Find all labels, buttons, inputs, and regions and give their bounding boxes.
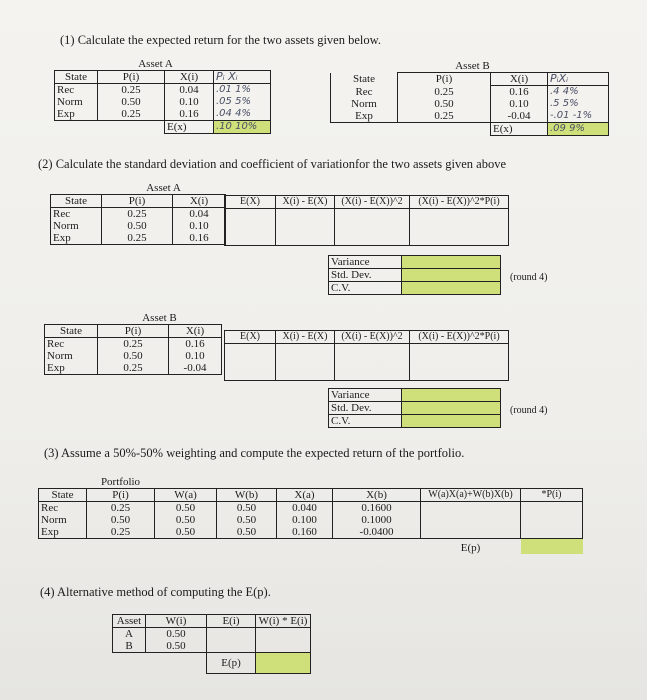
hand-px: .04 4% <box>214 108 271 121</box>
row-x: 0.16 <box>169 338 222 351</box>
row-xa: 0.100 <box>277 514 333 526</box>
col-dev-sq-p: (X(i) - E(X))^2*P(i) <box>410 331 509 344</box>
std-dev-answer[interactable] <box>402 402 501 415</box>
q2-title: (2) Calculate the standard deviation and coefficient of variationfor the two assets given above <box>38 157 507 171</box>
hand-ex-total: .09 9% <box>548 123 609 136</box>
input-cell[interactable] <box>410 356 509 368</box>
row-state: Rec <box>45 338 98 351</box>
row-x: 0.10 <box>491 98 548 110</box>
hand-px: .4 4% <box>548 86 609 99</box>
hand-px: .01 1% <box>214 84 271 97</box>
asset-a-label: Asset A <box>98 58 214 71</box>
asset-a-label: Asset A <box>146 182 181 194</box>
q3-title: (3) Assume a 50%-50% weighting and compute the expected return of the portfolio. <box>44 446 465 460</box>
row-wa: 0.50 <box>155 526 217 539</box>
q2-asset-b-stats <box>328 388 501 428</box>
row-xb: -0.0400 <box>333 526 421 539</box>
input-cell[interactable] <box>225 356 276 368</box>
col-dev-sq-p: (X(i) - E(X))^2*P(i) <box>410 196 509 209</box>
row-xb: 0.1000 <box>333 514 421 526</box>
q1-asset-a-table <box>54 58 271 134</box>
row-p: 0.50 <box>102 220 173 232</box>
ep-label: E(p) <box>207 653 256 674</box>
row-state: Rec <box>51 208 102 221</box>
row-x: 0.10 <box>165 96 214 108</box>
row-p: 0.50 <box>98 350 169 362</box>
row-state: Rec <box>39 502 87 515</box>
row-state: Exp <box>331 110 398 123</box>
input-cell[interactable] <box>276 233 335 246</box>
q2-asset-a-calc-grid <box>224 195 509 246</box>
input-cell[interactable] <box>276 209 335 222</box>
col-ex: E(X) <box>225 331 276 344</box>
input-cell[interactable] <box>225 368 276 381</box>
row-p: 0.25 <box>98 362 169 375</box>
input-cell[interactable] <box>410 233 509 246</box>
stat-std-dev: Std. Dev. <box>329 269 402 282</box>
input-cell[interactable] <box>521 526 583 539</box>
input-cell[interactable] <box>207 640 256 653</box>
row-p: 0.25 <box>102 208 173 221</box>
hand-px: .05 5% <box>214 96 271 108</box>
row-state: Exp <box>39 526 87 539</box>
input-cell[interactable] <box>421 502 521 515</box>
ex-label: E(x) <box>165 121 214 134</box>
stat-cv: C.V. <box>329 282 402 295</box>
header-p: P(i) <box>102 195 173 208</box>
row-xa: 0.040 <box>277 502 333 515</box>
input-cell[interactable] <box>276 368 335 381</box>
row-x: -0.04 <box>169 362 222 375</box>
row-p: 0.25 <box>98 338 169 351</box>
cv-answer[interactable] <box>402 415 501 428</box>
ep-answer[interactable] <box>256 653 311 674</box>
row-state: Rec <box>55 84 98 97</box>
q2-asset-a-table <box>50 182 226 245</box>
input-cell[interactable] <box>225 221 276 233</box>
cv-answer[interactable] <box>402 282 501 295</box>
row-w: 0.50 <box>146 640 207 653</box>
input-cell[interactable] <box>410 344 509 357</box>
input-cell[interactable] <box>225 209 276 222</box>
header-x: X(i) <box>491 73 548 86</box>
hand-header-px: Pᵢ Xᵢ <box>214 71 271 84</box>
asset-b-label: Asset B <box>398 60 548 73</box>
header-state: State <box>51 195 102 208</box>
header-xa: X(a) <box>277 489 333 502</box>
input-cell[interactable] <box>276 344 335 357</box>
input-cell[interactable] <box>410 221 509 233</box>
row-p: 0.50 <box>98 96 165 108</box>
input-cell[interactable] <box>335 368 410 381</box>
input-cell[interactable] <box>335 221 410 233</box>
row-state: Exp <box>51 232 102 245</box>
stat-variance: Variance <box>329 389 402 402</box>
input-cell[interactable] <box>225 344 276 357</box>
row-p: 0.50 <box>87 514 155 526</box>
ep-label: E(p) <box>460 542 481 554</box>
row-w: 0.50 <box>146 628 207 641</box>
row-wb: 0.50 <box>217 502 277 515</box>
row-p: 0.25 <box>398 110 491 123</box>
header-x: X(i) <box>173 195 226 208</box>
row-state: Norm <box>45 350 98 362</box>
input-cell[interactable] <box>256 628 311 641</box>
q1-title: (1) Calculate the expected return for the two assets given below. <box>60 33 381 47</box>
q2-asset-a-stats <box>328 255 501 295</box>
input-cell[interactable] <box>276 356 335 368</box>
variance-answer[interactable] <box>402 389 501 402</box>
row-x: 0.16 <box>165 108 214 121</box>
input-cell[interactable] <box>335 233 410 246</box>
portfolio-label: Portfolio <box>100 476 141 488</box>
col-dev-sq: (X(i) - E(X))^2 <box>335 331 410 344</box>
q1-asset-b-table <box>330 60 609 136</box>
header-wb: W(b) <box>217 489 277 502</box>
input-cell[interactable] <box>207 628 256 641</box>
ep-answer[interactable] <box>521 539 583 555</box>
row-p: 0.25 <box>87 502 155 515</box>
input-cell[interactable] <box>410 368 509 381</box>
row-asset: B <box>113 640 146 653</box>
input-cell[interactable] <box>256 640 311 653</box>
header-we: W(i) * E(i) <box>256 615 311 628</box>
col-dev: X(i) - E(X) <box>276 196 335 209</box>
row-x: 0.16 <box>491 86 548 99</box>
ex-label: E(x) <box>491 123 548 136</box>
input-cell[interactable] <box>410 209 509 222</box>
header-state: State <box>331 73 398 86</box>
input-cell[interactable] <box>335 356 410 368</box>
header-xb: X(b) <box>333 489 421 502</box>
row-state: Norm <box>55 96 98 108</box>
header-state: State <box>55 71 98 84</box>
header-state: State <box>39 489 87 502</box>
q2-asset-b-calc-grid <box>224 330 509 381</box>
row-state: Norm <box>331 98 398 110</box>
row-x: 0.04 <box>165 84 214 97</box>
header-p: P(i) <box>98 71 165 84</box>
row-p: 0.50 <box>398 98 491 110</box>
stat-cv: C.V. <box>329 415 402 428</box>
input-cell[interactable] <box>421 514 521 526</box>
stat-variance: Variance <box>329 256 402 269</box>
row-p: 0.25 <box>98 108 165 121</box>
row-x: 0.16 <box>173 232 226 245</box>
q4-alt-table <box>112 614 311 674</box>
header-p: P(i) <box>98 325 169 338</box>
input-cell[interactable] <box>335 209 410 222</box>
q4-title: (4) Alternative method of computing the E(p). <box>40 585 271 599</box>
row-wb: 0.50 <box>217 526 277 539</box>
row-p: 0.25 <box>398 86 491 99</box>
header-e: E(i) <box>207 615 256 628</box>
hand-px: -.01 -1% <box>548 110 609 123</box>
header-times-p: *P(i) <box>521 489 583 502</box>
row-state: Exp <box>55 108 98 121</box>
hand-ex-total: .10 10% <box>214 121 271 134</box>
q3-portfolio-table <box>38 476 583 554</box>
row-x: 0.10 <box>173 220 226 232</box>
row-state: Norm <box>39 514 87 526</box>
input-cell[interactable] <box>276 221 335 233</box>
row-asset: A <box>113 628 146 641</box>
row-state: Exp <box>45 362 98 375</box>
row-xa: 0.160 <box>277 526 333 539</box>
row-state: Rec <box>331 86 398 99</box>
asset-b-label: Asset B <box>142 312 177 324</box>
row-x: -0.04 <box>491 110 548 123</box>
input-cell[interactable] <box>421 526 521 539</box>
col-dev-sq: (X(i) - E(X))^2 <box>335 196 410 209</box>
header-asset: Asset <box>113 615 146 628</box>
std-dev-answer[interactable] <box>402 269 501 282</box>
row-p: 0.25 <box>98 84 165 97</box>
input-cell[interactable] <box>335 344 410 357</box>
header-p: P(i) <box>87 489 155 502</box>
round-note: (round 4) <box>510 405 548 416</box>
row-p: 0.25 <box>102 232 173 245</box>
stat-std-dev: Std. Dev. <box>329 402 402 415</box>
row-wa: 0.50 <box>155 502 217 515</box>
input-cell[interactable] <box>225 233 276 246</box>
hand-px: .5 5% <box>548 98 609 110</box>
q2-asset-b-table <box>44 312 222 375</box>
input-cell[interactable] <box>521 502 583 515</box>
input-cell[interactable] <box>521 514 583 526</box>
header-state: State <box>45 325 98 338</box>
hand-header-px: PᵢXᵢ <box>548 73 609 86</box>
col-dev: X(i) - E(X) <box>276 331 335 344</box>
row-wb: 0.50 <box>217 514 277 526</box>
header-w: W(i) <box>146 615 207 628</box>
header-wa: W(a) <box>155 489 217 502</box>
variance-answer[interactable] <box>402 256 501 269</box>
row-xb: 0.1600 <box>333 502 421 515</box>
round-note: (round 4) <box>510 272 548 283</box>
header-weighted-return: W(a)X(a)+W(b)X(b) <box>421 489 521 502</box>
row-wa: 0.50 <box>155 514 217 526</box>
row-state: Norm <box>51 220 102 232</box>
row-x: 0.04 <box>173 208 226 221</box>
header-x: X(i) <box>165 71 214 84</box>
col-ex: E(X) <box>225 196 276 209</box>
row-p: 0.25 <box>87 526 155 539</box>
header-x: X(i) <box>169 325 222 338</box>
row-x: 0.10 <box>169 350 222 362</box>
header-p: P(i) <box>398 73 491 86</box>
